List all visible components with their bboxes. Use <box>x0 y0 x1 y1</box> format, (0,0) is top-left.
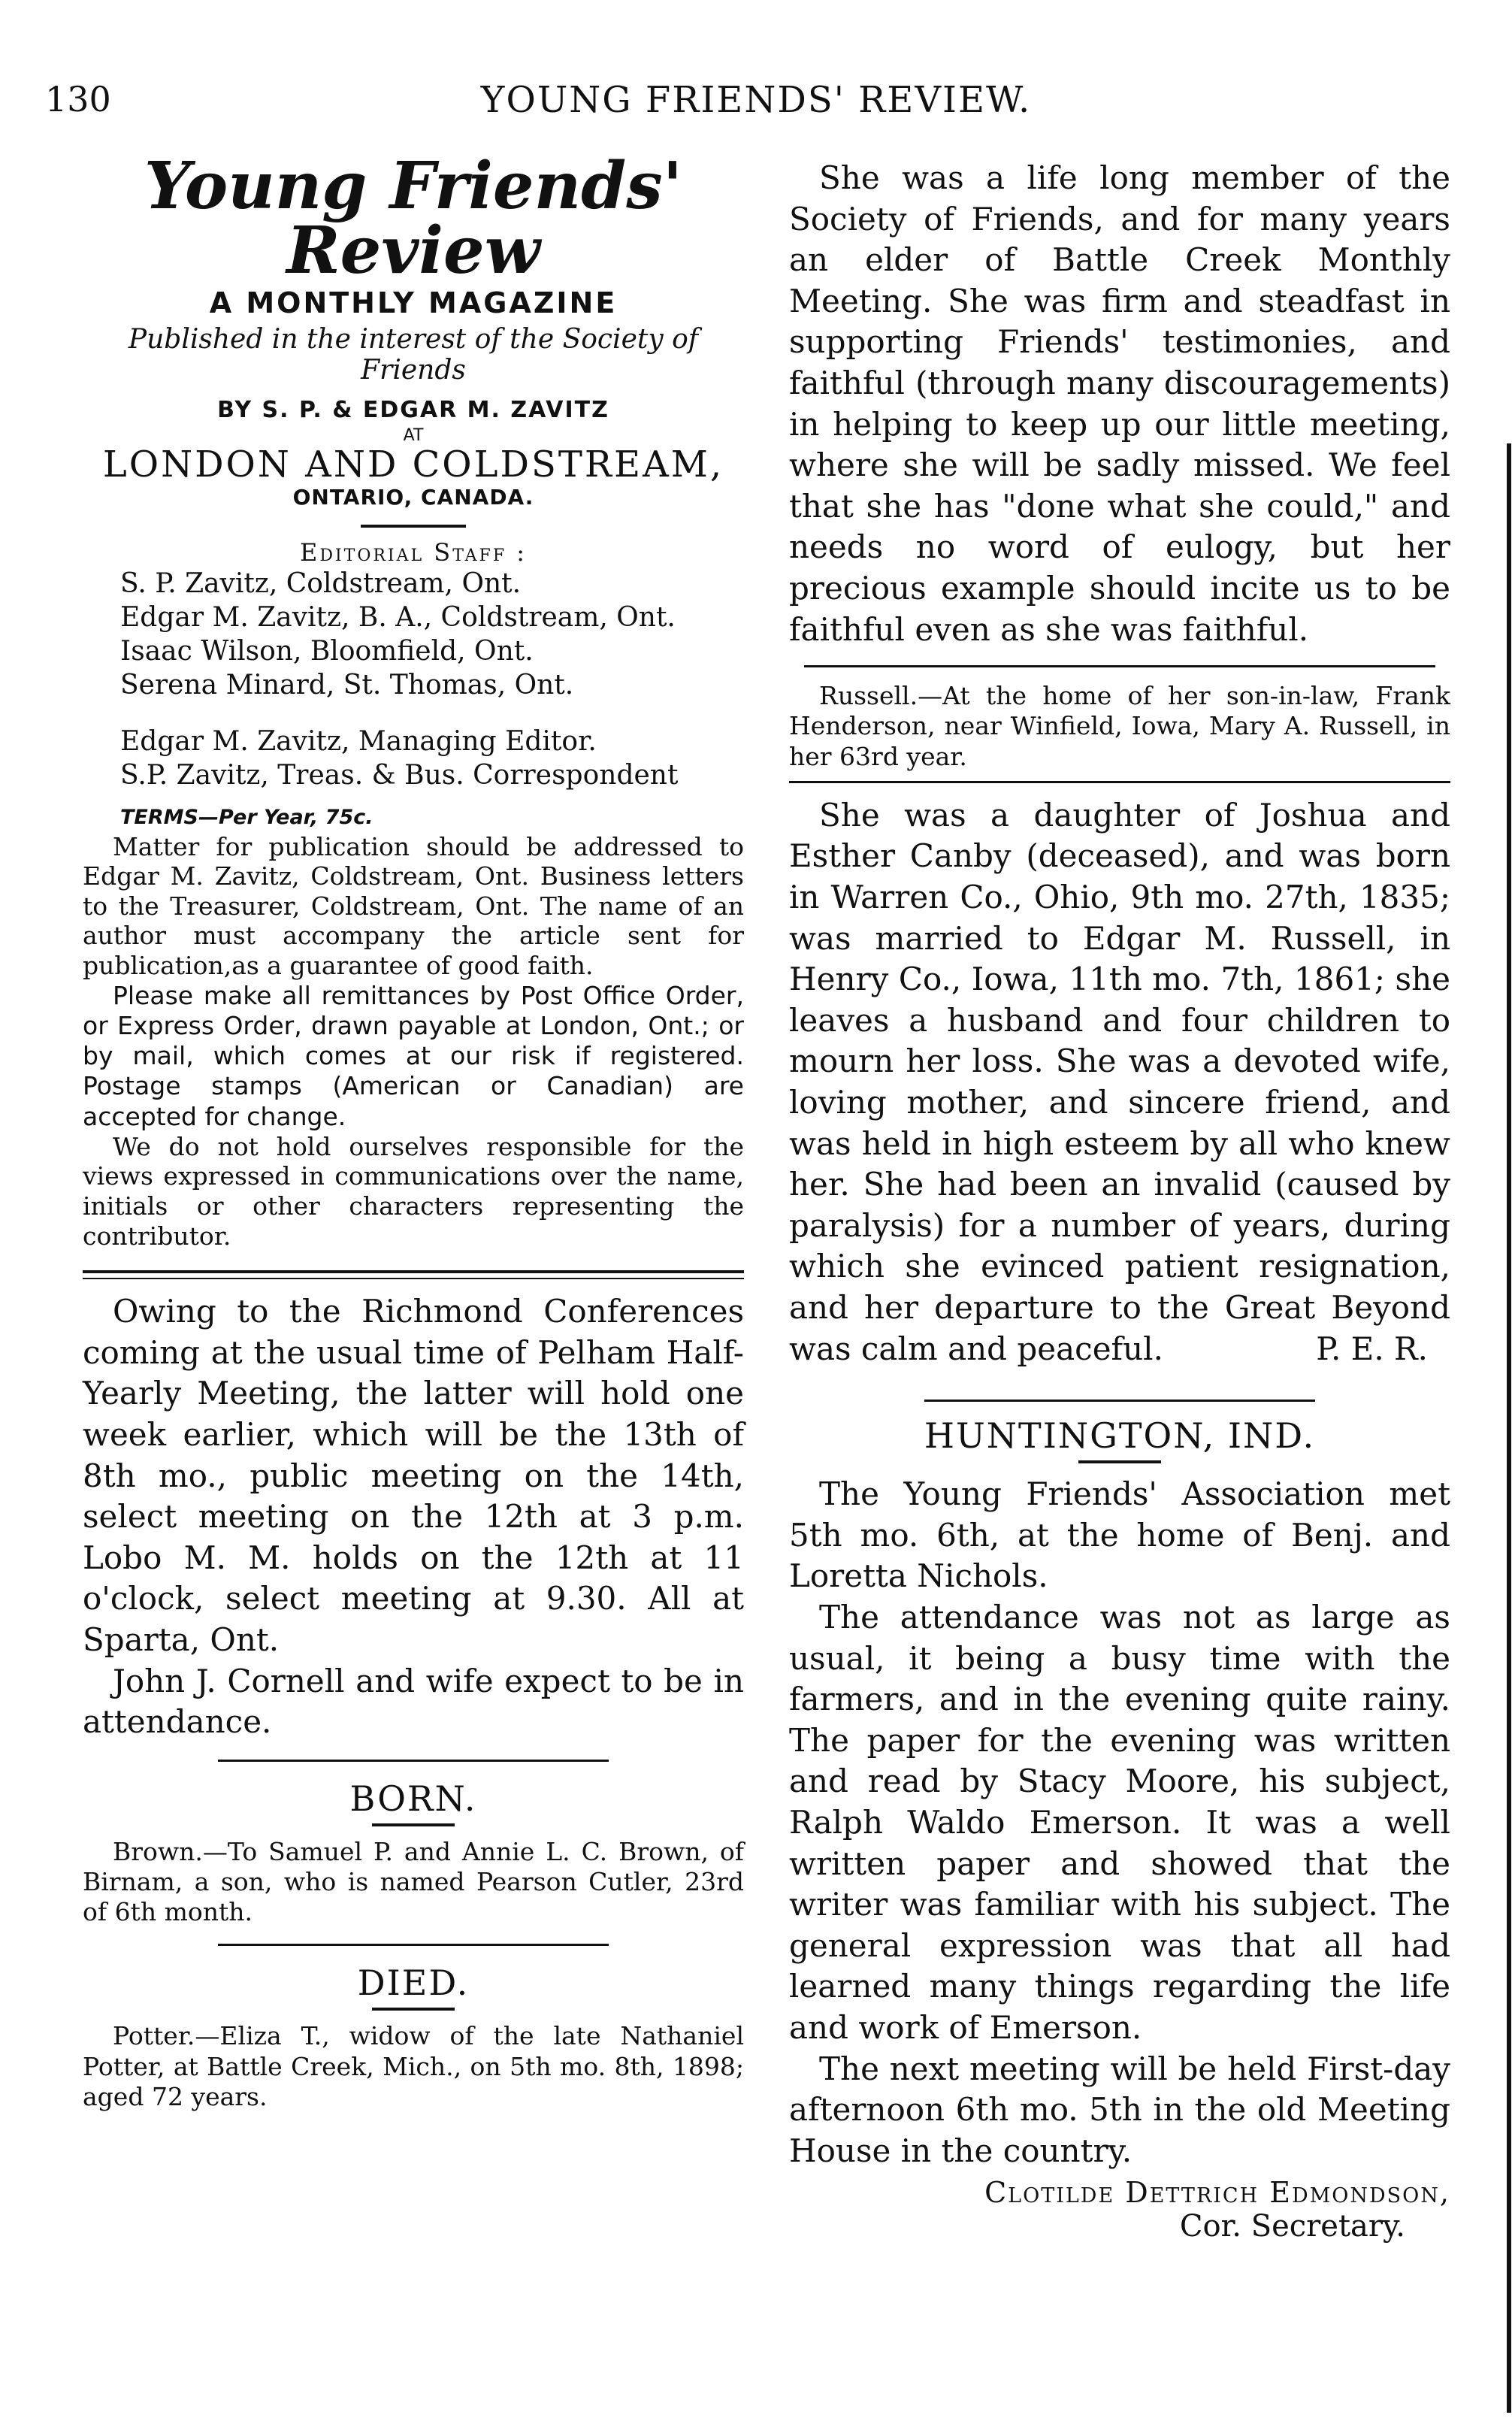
left-column <box>83 148 744 2112</box>
notice-paragraph: John J. Cornell and wife expect to be in attendance. <box>83 1662 744 1741</box>
divider <box>372 2008 455 2011</box>
running-head: YOUNG FRIENDS' REVIEW. <box>480 79 1032 121</box>
divider <box>361 525 466 528</box>
divider <box>789 781 1450 788</box>
managing-editor: Edgar M. Zavitz, Managing Editor. <box>120 725 597 757</box>
treasurer: S.P. Zavitz, Treas. & Bus. Correspondent <box>120 759 679 791</box>
staff-member: S. P. Zavitz, Coldstream, Ont. <box>120 567 522 599</box>
huntington-heading: HUNTINGTON, IND. <box>924 1415 1316 1457</box>
russell-obituary <box>789 795 1450 1369</box>
terms-paragraph: We do not hold ourselves responsible for the views expressed in communications over the name, initials or other characters representing the contributor. <box>83 1131 744 1251</box>
divider <box>372 1823 455 1826</box>
potter-obituary-continued: She was a life long member of the Society of Friends, and for many years an elder of Battle Creek Monthly Meeting. She was firm and steadfast in supporting Friends' testimonies, and faithful (through many discouragements) in helping to keep up our little meeting, where she will be sadly missed. We feel that she has "done what she could," and needs no word of eulogy, but her precious example should incite us to be faithful even as she was faithful. <box>789 159 1450 648</box>
divider <box>218 1944 609 1946</box>
staff-heading: Editorial Staff : <box>299 537 528 567</box>
terms-label: TERMS—Per Year, 75c. <box>120 805 373 829</box>
divider <box>924 1400 1315 1402</box>
masthead-place: LONDON AND COLDSTREAM, <box>102 443 724 486</box>
masthead-published: Published in the interest of the Society of Friends <box>128 324 699 386</box>
died-notice: Potter.—Eliza T., widow of the late Nathaniel Potter, at Battle Creek, Mich., on 5th mo. 8th, 1898; aged 72 years. <box>83 2021 744 2111</box>
born-heading: BORN. <box>349 1778 477 1819</box>
right-column <box>789 158 1450 2244</box>
signature-name: Clotilde Dettrich Edmondson, <box>984 2176 1450 2210</box>
page-edge-rule <box>1507 443 1511 2413</box>
huntington-paragraph: The attendance was not as large as usual, it being a busy time with the farmers, and in the evening quite rainy. The paper for the evening was written and read by Stacy Moore, his subject, Ralph Waldo Emerson. It was a well written paper and showed that the writer was familiar with his subject. The general expression was that all had learned many things regarding the life and work of Emerson. <box>789 1598 1450 2046</box>
russell-notice: Russell.—At the home of her son-in-law, Frank Henderson, near Winfield, Iowa, Mary A. Russell, in her 63rd year. <box>789 681 1450 771</box>
masthead-country: ONTARIO, CANADA. <box>292 484 534 510</box>
staff-member: Serena Minard, St. Thomas, Ont. <box>120 669 574 701</box>
russell-obituary-text: She was a daughter of Joshua and Esther Canby (deceased), and was born in Warren Co., Ohio, 9th mo. 27th, 1835; was married to Edgar M. Russell, in Henry Co., Iowa, 11th mo. 7th, 1861; she leaves a husband and four children to mourn her loss. She was a devoted wife, loving mother, and sincere friend, and was held in high esteem by all who knew her. She had been an invalid (caused by paralysis) for a number of years, during which she evinced patient resignation, and her departure to the Great Beyond was calm and peaceful. <box>789 796 1450 1367</box>
masthead-title: Young Friends' Review <box>144 148 683 289</box>
divider <box>1078 1460 1161 1463</box>
russell-initials: P. E. R. <box>1316 1330 1428 1367</box>
died-heading: DIED. <box>357 1962 470 2004</box>
masthead-subtitle: A MONTHLY MAGAZINE <box>209 286 618 319</box>
terms-paragraph: Matter for publication should be addressed to Edgar M. Zavitz, Coldstream, Ont. Business letters to the Treasurer, Coldstream, Ont. The name of an author must accompany the article sent for publication,as a guarantee of good faith. <box>83 831 744 980</box>
huntington-paragraph: The next meeting will be held First-day afternoon 6th mo. 5th in the old Meeting House in the country. <box>789 2050 1450 2169</box>
huntington-paragraph: The Young Friends' Association met 5th mo. 6th, at the home of Benj. and Loretta Nichols. <box>789 1475 1450 1595</box>
double-divider <box>83 1270 744 1279</box>
masthead-at: AT <box>403 425 424 445</box>
signature-title: Cor. Secretary. <box>1179 2209 1405 2244</box>
staff-member: Edgar M. Zavitz, B. A., Coldstream, Ont. <box>120 601 676 633</box>
terms-paragraph: Please make all remittances by Post Office Order, or Express Order, drawn payable at London, Ont.; or by mail, which comes at our risk if registered. Postage stamps (American or Canadian) are accepted for change. <box>83 980 744 1131</box>
notice-paragraph: Owing to the Richmond Conferences coming at the usual time of Pelham Half-Yearly Meeting, the latter will hold one week earlier, which will be the 13th of 8th mo., public meeting on the 14th, select meeting on the 12th at 3 p.m. Lobo M. M. holds on the 12th at 11 o'clock, select meeting at 9.30. All at Sparta, Ont. <box>83 1293 744 1658</box>
born-notice: Brown.—To Samuel P. and Annie L. C. Brown, of Birnam, a son, who is named Pearson Cutler, 23rd of 6th month. <box>83 1836 744 1927</box>
divider <box>218 1760 609 1762</box>
page-number: 130 <box>45 79 111 120</box>
page-header <box>45 79 1467 139</box>
masthead-by-line: BY S. P. & EDGAR M. ZAVITZ <box>217 396 609 423</box>
divider <box>804 665 1435 667</box>
staff-member: Isaac Wilson, Bloomfield, Ont. <box>120 635 534 667</box>
